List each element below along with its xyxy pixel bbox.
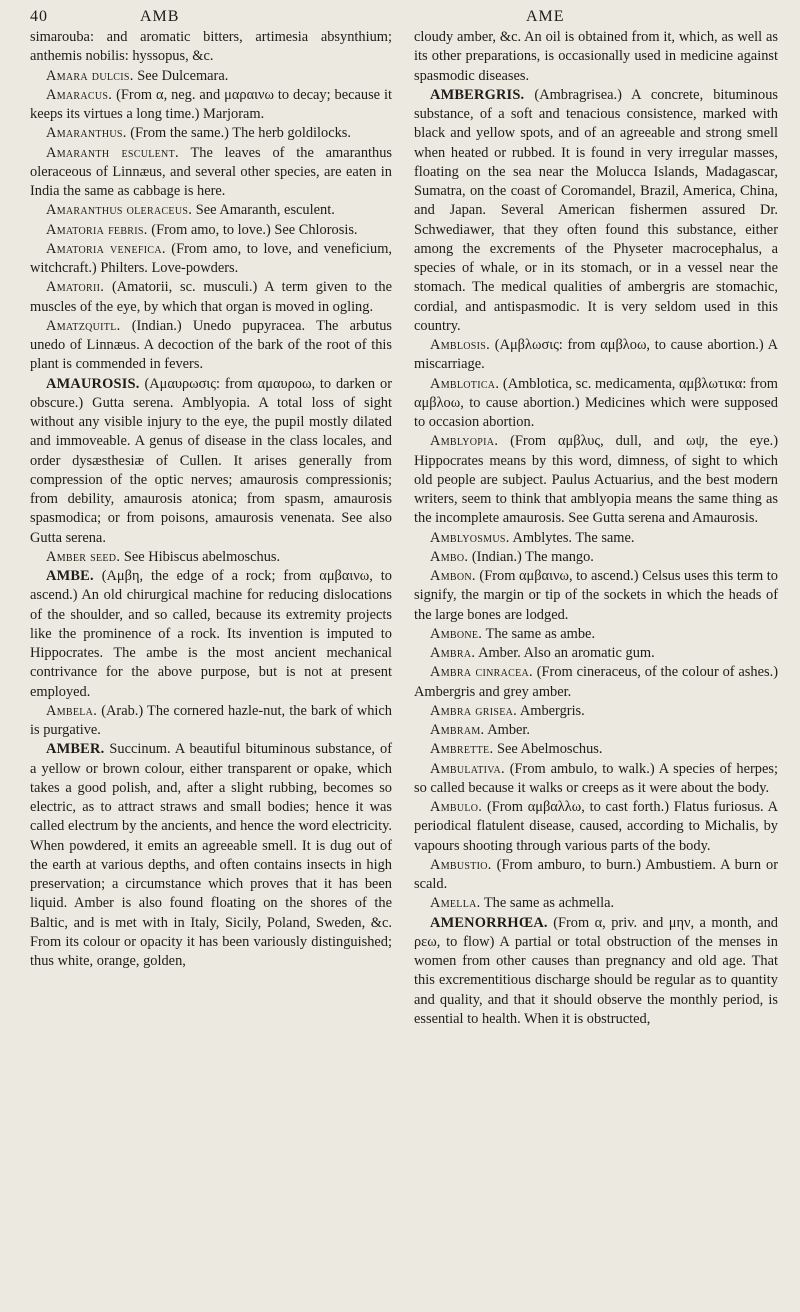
entry-definition: The same as ambe. [485, 625, 596, 642]
entry-definition: (From αμβαλλω, to cast forth.) Flatus furiosus. A periodical flatulent disease, caused, according to Michalis, by vapours shooting through various parts of the body. [414, 799, 778, 854]
entry-definition: (From amo, to love.) See Chlorosis. [151, 221, 358, 238]
entry-definition: (From the same.) The herb goldilocks. [130, 125, 351, 142]
dictionary-entry [30, 201, 392, 220]
entry-headword: Ambulativa. [430, 760, 505, 777]
entry-headword: AMBE. [46, 568, 94, 584]
dictionary-entry [414, 86, 778, 336]
entry-headword: Amblosis. [430, 337, 491, 353]
dictionary-entry [414, 644, 778, 663]
page-number: 40 [30, 8, 48, 25]
right-column [414, 28, 778, 1029]
dictionary-entry [414, 336, 778, 375]
entry-definition: (From cineraceus, of the colour of ashes.) Ambergris and grey amber. [414, 664, 778, 700]
dictionary-entry [30, 317, 392, 375]
entry-definition: (From ambulo, to walk.) A species of herpes; so called because it walks or creeps as it were about the body. [414, 760, 778, 796]
entry-headword: AMAUROSIS. [46, 375, 140, 392]
dictionary-entry [414, 375, 778, 433]
entry-definition: (Indian.) The mango. [471, 548, 594, 565]
entry-definition: See Amaranth, esculent. [195, 202, 335, 219]
dictionary-entry [414, 28, 778, 86]
dictionary-entry [414, 529, 778, 548]
dictionary-entry [30, 548, 392, 567]
entry-headword: Ambra cinracea. [430, 664, 533, 681]
entry-headword: Amatorii. [46, 279, 105, 296]
entry-headword: AMBERGRIS. [430, 86, 525, 103]
entry-definition: Ambergris. [519, 702, 585, 719]
entry-definition: The leaves of the amaranthus oleraceous of Linnæus, and several other species, are eaten in India the same as cabbage is here. [30, 144, 393, 199]
entry-headword: Amblyopia. [430, 433, 499, 450]
entry-headword: Ambrette. [430, 741, 494, 758]
entry-headword: Amatoria venefica. [46, 240, 166, 257]
dictionary-entry [414, 663, 778, 702]
entry-definition: cloudy amber, &c. An oil is obtained from it, which, as well as its other preparations, is occasionally used in medicine against spasmodic diseases. [414, 29, 778, 84]
dictionary-entry [414, 548, 778, 567]
entry-headword: Ambo. [430, 548, 469, 565]
entry-headword: Amblyosmus. [430, 529, 510, 546]
entry-definition: (Indian.) Unedo pupyracea. The arbutus unedo of Linnæus. A decoction of the bark of the root of this plant is commended in fevers. [30, 317, 392, 373]
entry-headword: Ambram. [430, 722, 485, 738]
dictionary-entry [414, 740, 778, 759]
right-guide-word: AME [526, 8, 565, 25]
entry-definition: See Dulcemara. [137, 67, 229, 84]
dictionary-entry [414, 721, 778, 740]
entry-headword: Amaranthus. [46, 125, 127, 142]
dictionary-entry [30, 702, 392, 741]
entry-definition: (Arab.) The cornered hazle-nut, the bark of which is purgative. [30, 702, 392, 738]
entry-definition: The same as achmella. [483, 895, 615, 912]
entry-definition: (Amatorii, sc. musculi.) A term given to the muscles of the eye, by which that organ is moved in ogling. [30, 279, 392, 315]
entry-headword: Ambon. [430, 568, 476, 584]
left-column [30, 28, 392, 971]
dictionary-entry [30, 28, 392, 67]
left-guide-word: AMB [140, 8, 180, 25]
entry-headword: Ambela. [46, 702, 98, 719]
entry-headword: AMBER. [46, 741, 105, 758]
dictionary-entry [414, 432, 778, 528]
entry-definition: Amber. Also an aromatic gum. [478, 645, 655, 661]
dictionary-entry [30, 740, 392, 971]
dictionary-entry [414, 625, 778, 644]
dictionary-entry [414, 702, 778, 721]
dictionary-entry [30, 221, 392, 240]
entry-definition: See Hibiscus abelmoschus. [123, 548, 281, 565]
dictionary-entry [414, 856, 778, 895]
entry-definition: (From αμβαινω, to ascend.) Celsus uses this term to signify, the margin or tip of the sockets in which the heads of the large bones are lodged. [414, 568, 778, 623]
entry-definition: simarouba: and aromatic bitters, artimesia absynthium; anthemis nobilis: hyssopus, &c. [30, 29, 392, 65]
entry-definition: (Αμβη, the edge of a rock; from αμβαινω, to ascend.) An old chirurgical machine for reducing dislocations of the shoulder, and so called, because its extremity projects like the prominence of a rock. Its invention is imputed to Hippocrates. The ambe is the most ancient mechanical contrivance for the above purpose, but is not at present employed. [30, 568, 393, 700]
entry-definition: (Αμαυρωσις: from αμαυροω, to darken or obscure.) Gutta serena. Amblyopia. A total loss of sight without any visible injury to the eye, the pupil mostly dilated and immoveable. A genus of disease in the class locales, and order dysæsthesiæ of Cullen. It arises generally from compression of the optic nerves; amaurosis compressionis; from debility, amaurosis atonica; from spasm, amaurosis spasmodica; or from poisons, amaurosis venenata. See also Gutta serena. [30, 375, 392, 546]
dictionary-entry [414, 760, 778, 799]
dictionary-entry [414, 894, 778, 913]
entry-headword: Amber seed. [46, 548, 121, 565]
entry-headword: Amaranth esculent. [46, 144, 179, 161]
entry-definition: See Abelmoschus. [496, 741, 603, 758]
dictionary-entry [30, 240, 392, 279]
entry-definition: (Αμβλωσις: from αμβλοω, to cause abortion.) A miscarriage. [414, 337, 778, 373]
entry-definition: (From amo, to love, and veneficium, witchcraft.) Philters. Love-powders. [30, 240, 392, 276]
entry-definition: Succinum. A beautiful bituminous substance, of a yellow or brown colour, either transparent or opake, which takes a good polish, and, after a slight rubbing, becomes so electric, as to attract straws and small bodies; hence it was called electrum by the ancients, and hence the word electricity. When powdered, it emits an agreeable smell. It is dug out of the earth at various depths, and often contains insects in high preservation; a circumstance which proves that it has been liquid. Amber is also found floating on the shores of the Baltic, and is met with in Italy, Sicily, Poland, Sweden, &c. From its colour or opacity it has been variously distinguished; thus white, orange, golden, [30, 741, 392, 969]
entry-headword: Amaranthus oleraceus. [46, 202, 193, 219]
dictionary-entry [30, 375, 392, 548]
dictionary-entry [414, 798, 778, 856]
entry-headword: Amatzquitl. [46, 317, 121, 334]
entry-definition: (From αμβλυς, dull, and ωψ, the eye.) Hippocrates means by this word, dimness, of sight to which old people are subject. Paulus Actuarius, and the best modern writers, seem to think that amblyopia means the same thing as the incomplete amaurosis. See Gutta serena and Amaurosis. [414, 433, 778, 527]
entry-headword: Ambulo. [430, 799, 483, 815]
entry-headword: Amaracus. [46, 86, 113, 103]
entry-headword: Amatoria febris. [46, 221, 148, 238]
entry-headword: Ambustio. [430, 856, 492, 873]
entry-headword: Ambra grisea. [430, 702, 518, 719]
entry-headword: Ambra. [430, 645, 476, 661]
entry-headword: Amara dulcis. [46, 67, 134, 84]
entry-definition: (From α, neg. and μαραινω to decay; because it keeps its virtues a long time.) Marjoram. [30, 86, 393, 122]
entry-definition: (Ambragrisea.) A concrete, bituminous substance, of a soft and tenacious consistence, marked with black and yellow spots, and of an agreeable and strong smell when heated or rubbed. It is found in very irregular masses, floating on the sea near the Molucca Islands, Madagascar, Sumatra, on the coast of Coromandel, Brazil, America, China, and Japan. Several American fishermen assured Dr. Schwediawer, that they often found this substance, either among the excrements of the Physeter macrocephalus, a species of whale, or in its stomach, or in a vessel near the stomach. The medical qualities of ambergris are stomachic, cordial, and antispasmodic. It is very seldom used in this country. [414, 86, 778, 334]
entry-headword: AMENORRHŒA. [430, 914, 548, 931]
entry-definition: (From amburo, to burn.) Ambustiem. A burn or scald. [414, 856, 778, 892]
dictionary-entry [30, 144, 392, 202]
dictionary-entry [30, 67, 392, 86]
entry-headword: Amella. [430, 895, 481, 912]
dictionary-entry [30, 124, 392, 143]
entry-definition: (From α, priv. and μην, a month, and ρεω, to flow) A partial or total obstruction of the menses in women from other causes than pregnancy and old age. That this excrementitious discharge should be regular as to quantity and quality, and that it should observe the monthly period, is essential to health. When it is obstructed, [414, 914, 778, 1027]
entry-headword: Ambone. [430, 625, 483, 642]
dictionary-entry [30, 278, 392, 317]
dictionary-entry [414, 567, 778, 625]
dictionary-entry [414, 914, 778, 1030]
dictionary-entry [30, 86, 392, 125]
dictionary-entry [30, 567, 392, 702]
entry-definition: (Amblotica, sc. medicamenta, αμβλωτικα: from αμβλοω, to cause abortion.) Medicines which were supposed to occasion abortion. [414, 375, 778, 430]
entry-definition: Amblytes. The same. [512, 529, 635, 546]
entry-headword: Amblotica. [430, 375, 500, 392]
entry-definition: Amber. [487, 722, 531, 738]
